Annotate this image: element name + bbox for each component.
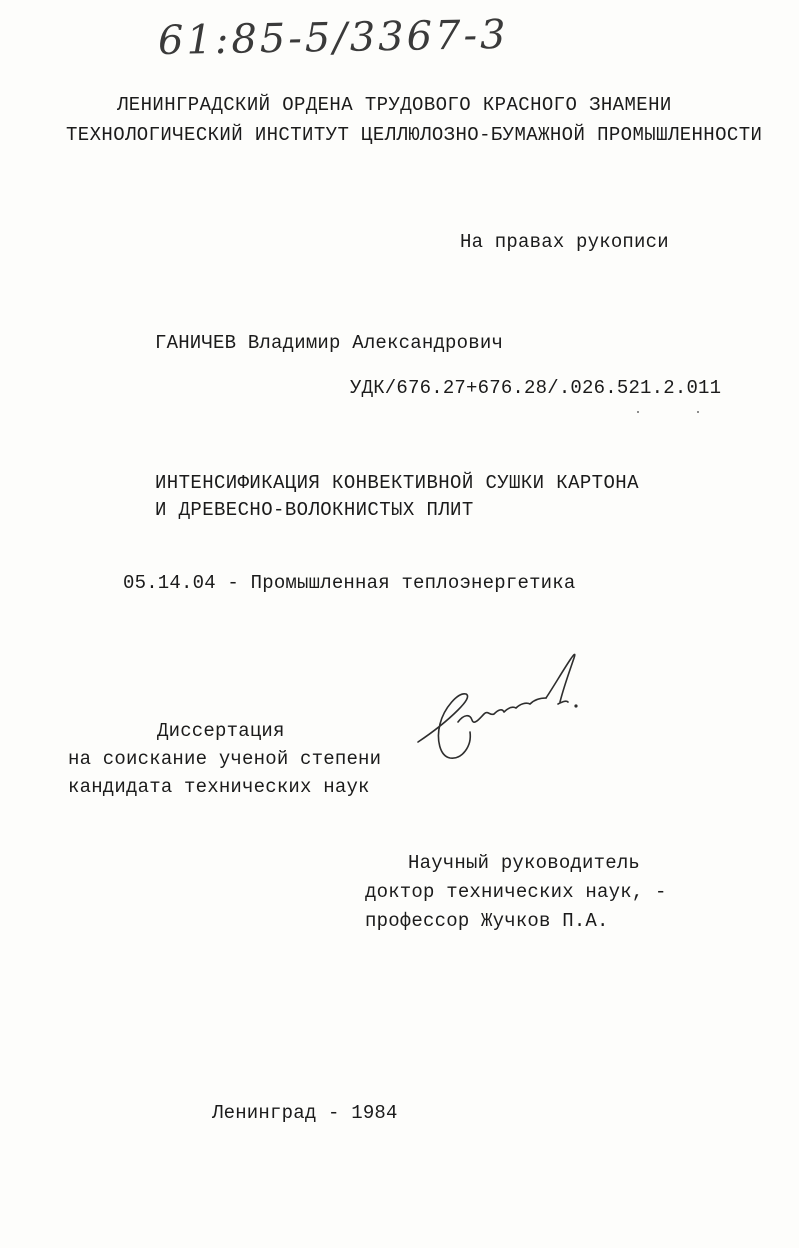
- institute-line-1: ЛЕНИНГРАДСКИЙ ОРДЕНА ТРУДОВОГО КРАСНОГО ЗНАМЕНИ: [117, 94, 672, 116]
- paper-speck: [637, 411, 639, 413]
- udc-code: УДК/676.27+676.28/.026.521.2.011: [350, 377, 722, 399]
- degree-line-1: Диссертация: [157, 720, 285, 742]
- supervisor-line-3: профессор Жучков П.А.: [365, 910, 609, 932]
- specialty: 05.14.04 - Промышленная теплоэнергетика: [123, 572, 576, 594]
- supervisor-line-1: Научный руководитель: [408, 852, 641, 874]
- degree-line-3: кандидата технических наук: [68, 776, 370, 798]
- degree-line-2: на соискание ученой степени: [68, 748, 382, 770]
- paper-speck: [697, 411, 699, 413]
- manuscript-rights: На правах рукописи: [460, 231, 669, 253]
- institute-line-2: ТЕХНОЛОГИЧЕСКИЙ ИНСТИТУТ ЦЕЛЛЮЛОЗНО-БУМАЖНОЙ ПРОМЫШЛЕННОСТИ: [66, 124, 763, 146]
- dissertation-title-line-1: ИНТЕНСИФИКАЦИЯ КОНВЕКТИВНОЙ СУШКИ КАРТОНА: [155, 472, 639, 494]
- archive-number: 61:85-5/3367-3: [157, 11, 509, 65]
- dissertation-title-line-2: И ДРЕВЕСНО-ВОЛОКНИСТЫХ ПЛИТ: [155, 499, 474, 521]
- place-and-year: Ленинград - 1984: [212, 1102, 398, 1124]
- author-name: ГАНИЧЕВ Владимир Александрович: [155, 332, 504, 354]
- signature: [400, 650, 590, 770]
- supervisor-line-2: доктор технических наук, -: [365, 881, 667, 903]
